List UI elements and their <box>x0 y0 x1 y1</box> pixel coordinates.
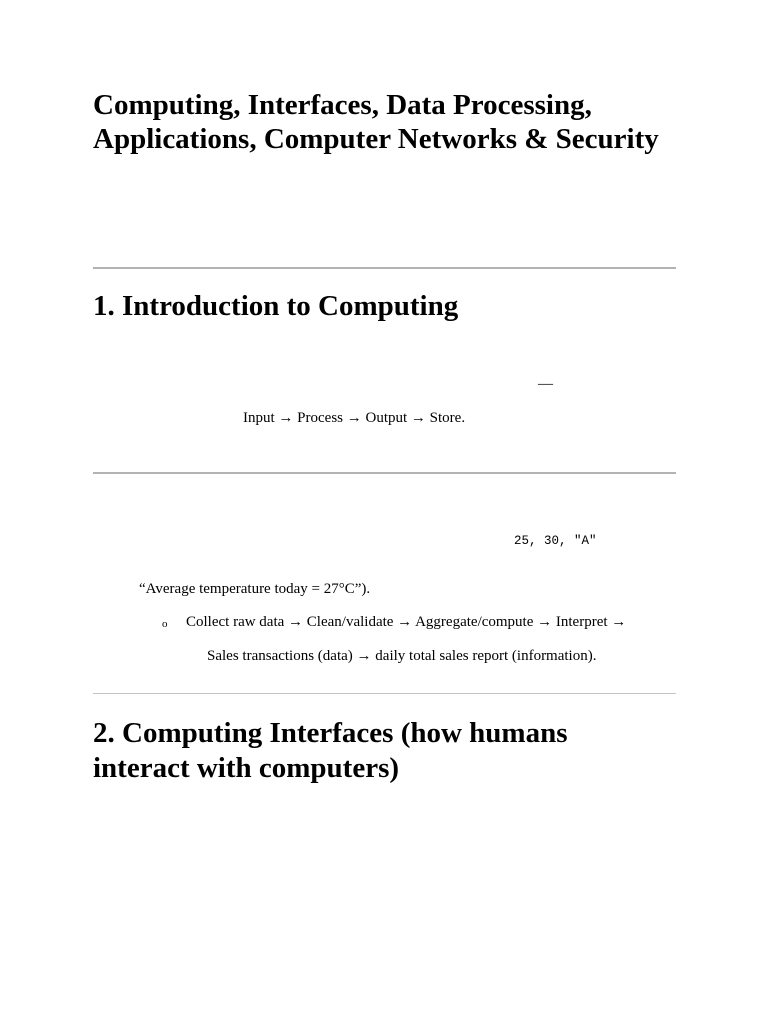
section-heading-introduction: 1. Introduction to Computing <box>93 290 459 322</box>
section-divider <box>93 693 676 694</box>
data-pipeline-text: Collect raw data → Clean/validate → Aggregate/compute → Interpret → <box>186 614 627 630</box>
sales-example-text: Sales transactions (data) → daily total sales report (information). <box>207 648 597 664</box>
section-divider <box>93 472 676 474</box>
section-heading-interfaces: 2. Computing Interfaces (how humans interact with computers) <box>93 717 568 784</box>
section-divider <box>93 267 676 269</box>
data-example-values: 25, 30, "A" <box>514 534 597 548</box>
computing-cycle-text: Input → Process → Output → Store. <box>243 410 466 426</box>
bullet-marker: o <box>162 618 168 630</box>
information-example-text: “Average temperature today = 27°C”). <box>139 581 371 597</box>
em-dash: — <box>538 376 553 392</box>
document-title: Computing, Interfaces, Data Processing, Applications, Computer Networks & Security <box>93 89 659 155</box>
